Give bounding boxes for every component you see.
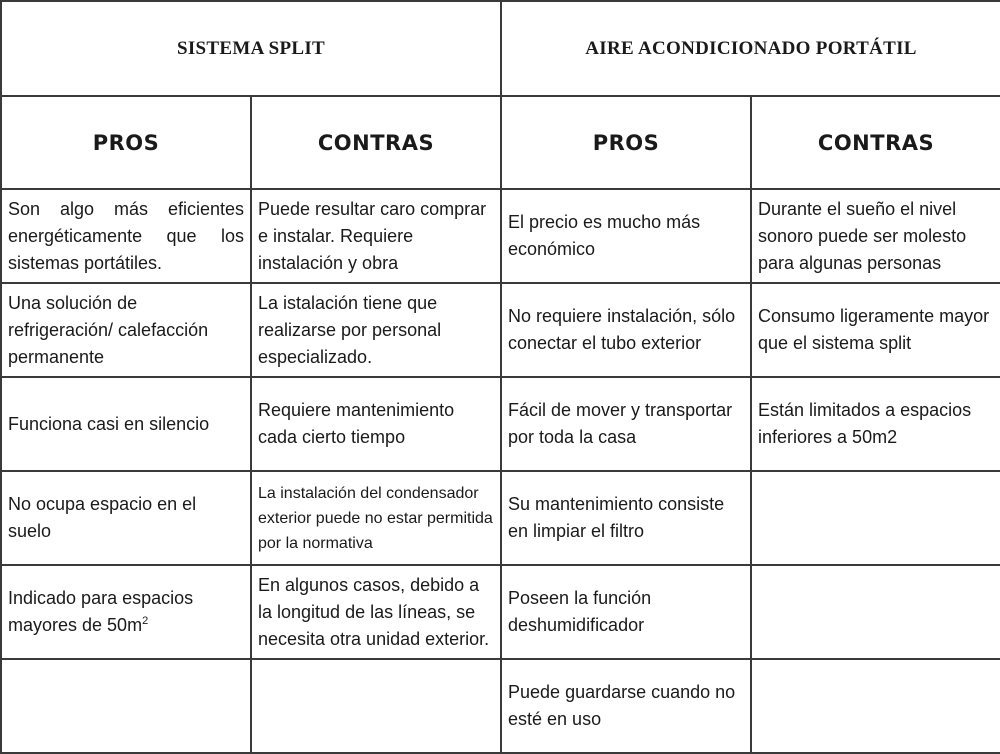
split-pro-cell: Son algo más eficientes energéticamente que los sistemas portátiles. [1,189,251,283]
portable-pro-cell: Fácil de mover y transportar por toda la casa [501,377,751,471]
split-pro-cell: Funciona casi en silencio [1,377,251,471]
split-system-header: SISTEMA SPLIT [1,1,501,96]
split-con-cell: La instalación del condensador exterior puede no estar permitida por la normativa [251,471,501,565]
split-con-cell: La istalación tiene que realizarse por personal especializado. [251,283,501,377]
portable-con-cell [751,659,1000,753]
split-con-cell: En algunos casos, debido a la longitud de las líneas, se necesita otra unidad exterior. [251,565,501,659]
split-pro-cell: No ocupa espacio en el suelo [1,471,251,565]
split-pro-cell [1,659,251,753]
split-pros-header: PROS [1,96,251,189]
split-cons-header: CONTRAS [251,96,501,189]
split-con-cell [251,659,501,753]
portable-con-cell: Durante el sueño el nivel sonoro puede ser molesto para algunas personas [751,189,1000,283]
split-con-cell: Requiere mantenimiento cada cierto tiempo [251,377,501,471]
portable-con-cell [751,471,1000,565]
portable-pros-header: PROS [501,96,751,189]
portable-pro-cell: No requiere instalación, sólo conectar el tubo exterior [501,283,751,377]
split-pro-cell: Una solución de refrigeración/ calefacción permanente [1,283,251,377]
portable-pro-cell: Poseen la función deshumidificador [501,565,751,659]
split-con-cell: Puede resultar caro comprar e instalar. Requiere instalación y obra [251,189,501,283]
portable-pro-cell: El precio es mucho más económico [501,189,751,283]
split-pro-text: Indicado para espacios mayores de 50m [8,588,194,635]
superscript: 2 [142,615,149,627]
table-row [1,189,1000,283]
table-row [1,565,1000,659]
portable-con-cell [751,565,1000,659]
portable-pro-cell: Puede guardarse cuando no esté en uso [501,659,751,753]
portable-cons-header: CONTRAS [751,96,1000,189]
portable-pro-cell: Su mantenimiento consiste en limpiar el filtro [501,471,751,565]
table-row [1,659,1000,753]
table-row [1,471,1000,565]
portable-con-cell: Están limitados a espacios inferiores a 50m2 [751,377,1000,471]
portable-ac-header: AIRE ACONDICIONADO PORTÁTIL [501,1,1000,96]
table-row [1,377,1000,471]
split-pro-cell [1,565,251,659]
table-row [1,283,1000,377]
portable-con-cell: Consumo ligeramente mayor que el sistema split [751,283,1000,377]
